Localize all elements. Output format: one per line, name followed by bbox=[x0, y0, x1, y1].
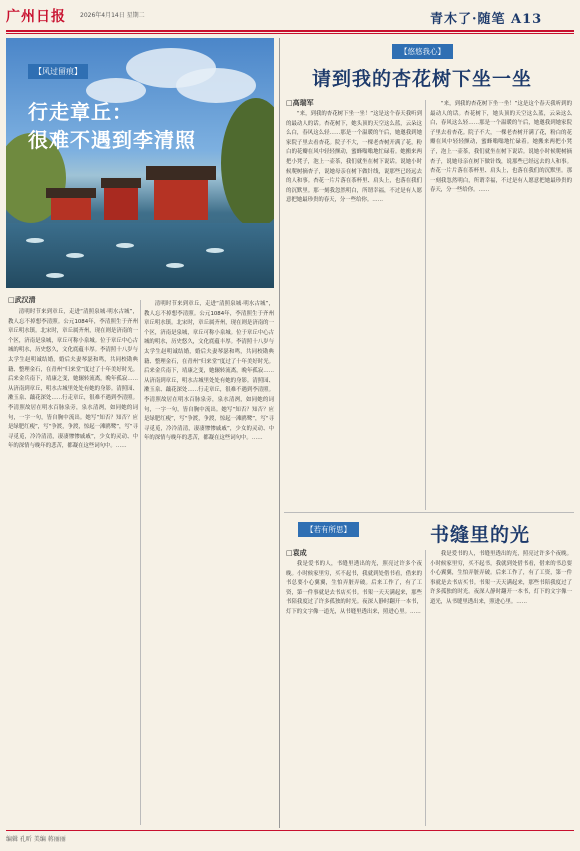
header-rule-thin bbox=[6, 33, 574, 34]
feature-byline: □武汉清 bbox=[8, 296, 36, 304]
feature-text-col1: 清明时节来到章丘，走进“清照泉城·明水古城”，教人忘不掉想李清照。公元1084年，李清照生于齐州章丘明水镇。北宋时，章丘属齐州，现在则是济南的一个区，济南是泉城，章丘可称小泉城。位于章丘中心古城的明水，历史悠久，文化底蕴丰厚。李清照十八岁与太学生赵明诚结婚，婚后夫妻琴瑟和鸣，共同校勘典籍、整理金石，在青州“归来堂”度过了十年美好时光。后来金兵南下，靖康之变，她辗转流离，晚年孤寂……从济南到章丘，明水古城里处处有她的身影。清照园、漱玉泉、藕花深处……行走章丘，很难不遇到李清照。李清照故居在明水百脉泉旁，泉水清冽，如同她的词句，一字一句，皆自胸中流出。她写“知否？知否？应是绿肥红瘦”，写“争渡，争渡，惊起一滩鸥鹭”，写“寻寻觅觅，冷冷清清，凄凄惨惨戚戚”，少女的灵动、中年的深情与晚年的悲苦，都凝在这些词句中。…… bbox=[8, 309, 138, 450]
feature-text-col2: 清明时节来到章丘，走进“清照泉城·明水古城”，教人忘不掉想李清照。公元1084年，李清照生于齐州章丘明水镇。北宋时，章丘属齐州，现在则是济南的一个区，济南是泉城，章丘可称小泉城。位于章丘中心古城的明水，历史悠久，文化底蕴丰厚。李清照十八岁与太学生赵明诚结婚，婚后夫妻琴瑟和鸣，共同校勘典籍、整理金石，在青州“归来堂”度过了十年美好时光。后来金兵南下，靖康之变，她辗转流离，晚年孤寂……从济南到章丘，明水古城里处处有她的身影。清照园、漱玉泉、藕花深处……行走章丘，很难不遇到李清照。李清照故居在明水百脉泉旁，泉水清冽，如同她的词句，一字一句，皆自胸中流出。她写“知否？知否？应是绿肥红瘦”，写“争渡，争渡，惊起一滩鸥鹭”，写“寻寻觅觅，冷冷清清，凄凄惨惨戚戚”，少女的灵动、中年的深情与晚年的悲苦，都凝在这些词句中。…… bbox=[144, 301, 274, 442]
masthead: 广州日报 bbox=[6, 9, 66, 25]
section-rule bbox=[284, 512, 574, 513]
second-title: 书缝里的光 bbox=[430, 524, 531, 546]
second-text-col1: 我是爱书的人，书缝里透出的光，照亮过许多个夜晚。小时候家里穷，买不起书，我就到处借书看，借来的书总要小心翼翼，生怕弄脏弄破。后来工作了，有了工资，第一件事就是去书店买书。书架一天天满起来，那些书陪我度过了许多孤独的时光。夜深人静时翻开一本书，灯下的文字像一道光，从书缝里透出来，照进心里。…… bbox=[286, 561, 422, 615]
header-rule bbox=[6, 30, 574, 32]
column-divider bbox=[425, 550, 426, 826]
feature-title-line2: 很难不遇到李清照 bbox=[28, 128, 196, 152]
essay-text-col2: “来，到我的杏花树下坐一坐！”这是这个春天我听到的最动人的话。杏花树下，她头顶的天空这么蓝，云朵这么白，春风这么轻……那是一个温暖的午后，她邀我到她家院子里去看杏花。院子不大，一棵老杏树开满了花，粉白的花瓣在风中轻轻颤动，蜜蜂嗡嗡地忙碌着。她搬来两把小凳子，泡上一壶茶，我们就坐在树下说话。说她小时候爬树摘杏子，说她母亲在树下做针线，说那些已经远去的人和事。杏花一片片落在茶杯里、肩头上，也落在我们的沉默里。那一刻我忽然明白，所谓幸福，不过是有人愿意把她最珍贵的春天，分一些给你。…… bbox=[430, 101, 572, 194]
second-byline: □袁成 bbox=[286, 549, 307, 557]
column-divider bbox=[425, 100, 426, 510]
column-divider bbox=[140, 300, 141, 825]
essay-tag: 【悠悠我心】 bbox=[392, 44, 453, 59]
essay-byline: □高瑞军 bbox=[286, 99, 314, 107]
footer-credits: 编辑 孔昕 美编 蒋丽丽 bbox=[6, 836, 66, 843]
page-divider bbox=[279, 38, 280, 828]
feature-tag: 【风过留痕】 bbox=[28, 64, 88, 79]
essay-title: 请到我的杏花树下坐一坐 bbox=[312, 68, 533, 90]
second-tag: 【若有所思】 bbox=[298, 522, 359, 537]
footer-rule bbox=[6, 830, 574, 831]
essay-text-col1: “来，到我的杏花树下坐一坐！”这是这个春天我听到的最动人的话。杏花树下，她头顶的天空这么蓝，云朵这么白，春风这么轻……那是一个温暖的午后，她邀我到她家院子里去看杏花。院子不大，一棵老杏树开满了花，粉白的花瓣在风中轻轻颤动，蜜蜂嗡嗡地忙碌着。她搬来两把小凳子，泡上一壶茶，我们就坐在树下说话。说她小时候爬树摘杏子，说她母亲在树下做针线，说那些已经远去的人和事。杏花一片片落在茶杯里、肩头上，也落在我们的沉默里。那一刻我忽然明白，所谓幸福，不过是有人愿意把她最珍贵的春天，分一些给你。…… bbox=[286, 111, 422, 204]
issue-date: 2026年4月14日 星期二 bbox=[80, 12, 145, 19]
section-title: 青木了·随笔 A13 bbox=[430, 12, 543, 27]
feature-title-line1: 行走章丘： bbox=[28, 100, 133, 124]
feature-photo bbox=[6, 38, 274, 288]
second-text-col2: 我是爱书的人，书缝里透出的光，照亮过许多个夜晚。小时候家里穷，买不起书，我就到处借书看，借来的书总要小心翼翼，生怕弄脏弄破。后来工作了，有了工资，第一件事就是去书店买书。书架一天天满起来，那些书陪我度过了许多孤独的时光。夜深人静时翻开一本书，灯下的文字像一道光，从书缝里透出来，照进心里。…… bbox=[430, 551, 572, 605]
